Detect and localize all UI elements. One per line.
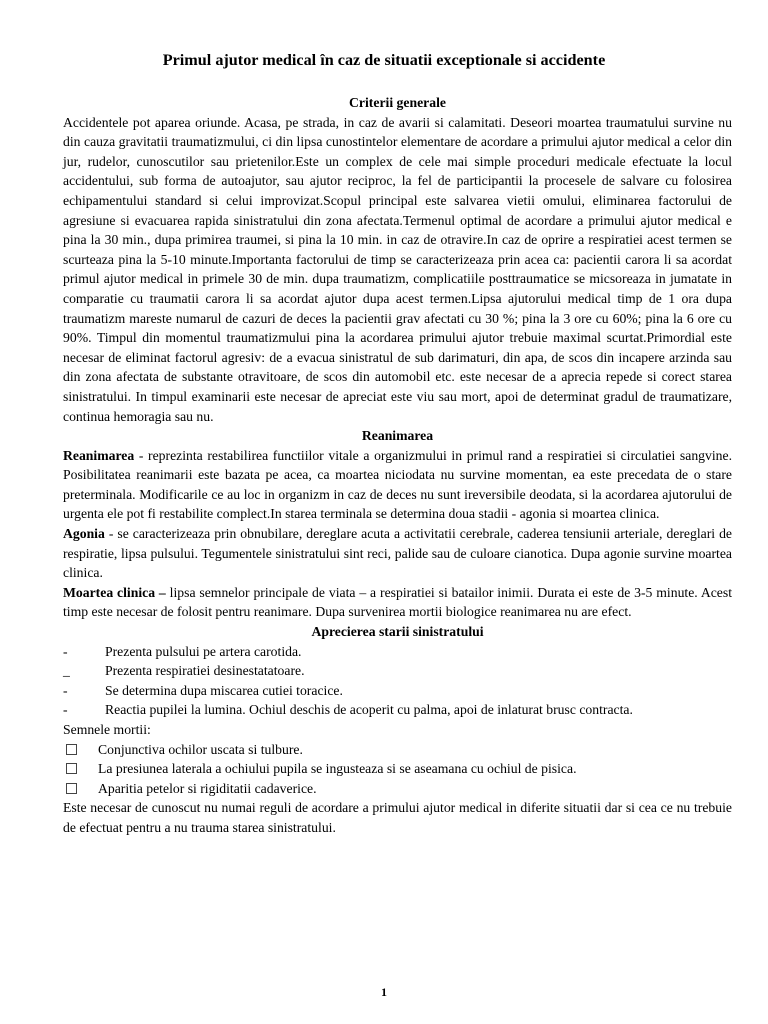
definition-term: Reanimarea — [63, 447, 135, 463]
list-item-text: Conjunctiva ochilor uscata si tulbure. — [98, 741, 303, 757]
definition-term: Agonia — [63, 526, 105, 542]
definition-text: lipsa semnelor principale de viata – a respiratiei si batailor inimii. Durata ei este de 3-5 minute. Acest timp este necesar de folosit pentru reanimare. Dupa survenirea mortii biologice reanimarea nu are efect. — [63, 584, 732, 620]
list-marker: - — [63, 702, 68, 718]
list-item-text: Prezenta respiratiei desinestatatoare. — [105, 663, 305, 679]
heading-criterii-generale: Criterii generale — [349, 95, 446, 110]
list-item — [63, 779, 732, 799]
definition-reanimarea — [63, 446, 732, 524]
checkbox-icon — [66, 763, 77, 774]
list-item-text: Prezenta pulsului pe artera carotida. — [105, 643, 302, 659]
paragraph-criterii-generale: Accidentele pot aparea oriunde. Acasa, pe strada, in caz de avarii si calamitati. Deseori moartea traumatului survine nu din cauza gravitatii traumatizmului, ci din lipsa cunostintelor elementare de acordare a primului ajutor medical a celor din jur, rudelor, cunoscutilor sau prietenilor.Este un complex de cele mai simple proceduri medicale efectuate la locul accidentului, sub forma de autoajutor, sau ajutor reciproc, la fel de participantii la procesele de salvare cu folosirea echipamentului standard si celui improvizat.Scopul principal este salvarea vietii omului, eliminarea factorului de agresiune si evacuarea rapida sinistratului din zona afectata.Termenul optimal de acordare a primului ajutor medical e pina la 30 min., dupa primirea traumei, si pina la 10 min. in caz de otravire.In caz de oprire a respiratiei acest termen se scurteaza pina la 5-10 minute.Importanta factorului de timp se caracterizeaza prin acea ca: pacientii carora li sa acordat primul ajutor medical in primele 30 de min. dupa traumatizm, complicatiile posttraumatice se micsoreaza in jumatate in comparatie cu traumatii carora li sa acordat ajutor dupa acest termen.Lipsa ajutorului medical timp de 1 ora dupa traumatizm mareste numarul de cazuri de deces la pacientii grav afectati cu 30 %; pina la 3 ore cu 60%; pina la 6 ore cu 90%. Timpul din momentul traumatizmului pina la acordarea primului ajutor trebuie maximal scurtat.Primordial este necesar de eliminat factorul agresiv: de a evacua sinistratul de sub darimaturi, din apa, de scos din incapere arzinda sau din zona afectata de substante otravitoare, de scos din automobil etc. este necesar de a aprecia repede si corect starea sinistratului. In timpul examinarii este necesar de apreciat este viu sau mort, apoi de determinat gradul de traumatizare, continua hemoragia sau nu. — [63, 114, 732, 424]
list-marker: _ — [63, 663, 70, 679]
heading-reanimarea: Reanimarea — [361, 428, 434, 444]
page-number: 1 — [381, 985, 387, 999]
list-item-text: Se determina dupa miscarea cutiei toracice. — [105, 682, 343, 698]
list-item — [63, 700, 732, 720]
definition-separator: - — [134, 447, 149, 463]
list-item — [63, 661, 732, 681]
list-item-text: Reactia pupilei la lumina. Ochiul deschis de acoperit cu palma, apoi de inlaturat brusc contracta. — [105, 702, 633, 718]
list-item-text: La presiunea laterala a ochiului pupila se ingusteaza si se aseamana cu ochiul de pisica. — [98, 761, 577, 777]
definition-agonia — [63, 524, 732, 583]
list-item-text: Aparitia petelor si rigiditatii cadaverice. — [98, 780, 317, 796]
assessment-list — [63, 642, 732, 720]
definition-text: reprezinta restabilirea functiilor vitale a organizmului in primul rand a respiratiei si circulatiei sangvine. Posibilitatea reanimarii este bazata pe acea, ca moartea niciodata nu survine momentan, ea este precedata de o stare preterminala. Modificarile ce au loc in organizm in caz de deces nu sunt ireversibile deodata, si la acordarea ajutorului de urgenta ele pot fi restabilite complect.In starea terminala se determina doua stadii - agonia si moartea clinica. — [63, 447, 732, 522]
list-item — [63, 759, 732, 779]
definition-moartea-clinica — [63, 583, 732, 622]
definition-text: se caracterizeaza prin obnubilare, dereglare acuta a activitatii cerebrale, caderea tensiunii arteriale, dereglari de respiratie, lipsa pulsului. Tegumentele sinistratului sint reci, palide sau de culoare cianotica. Dupa agonie survine moartea clinica. — [63, 526, 732, 581]
list-item — [63, 740, 732, 760]
death-signs-list — [63, 740, 732, 799]
closing-paragraph: Este necesar de cunoscut nu numai reguli de acordare a primului ajutor medical in diferite situatii dar si cea ce nu trebuie de efectuat pentru a nu trauma starea sinistratului. — [63, 800, 732, 835]
definition-separator: - — [104, 526, 118, 542]
list-item — [63, 681, 732, 701]
heading-aprecierea-starii: Aprecierea starii sinistratului — [311, 624, 484, 640]
list-marker: - — [63, 682, 68, 698]
document-body — [63, 93, 732, 838]
document-title: Primul ajutor medical în caz de situatii exceptionale si accidente — [162, 51, 606, 69]
death-signs-label: Semnele mortii: — [63, 722, 151, 737]
list-marker: - — [63, 643, 68, 659]
list-item — [63, 642, 732, 662]
checkbox-icon — [66, 744, 77, 755]
checkbox-icon — [66, 783, 77, 794]
definition-term: Moartea clinica – — [63, 584, 166, 600]
